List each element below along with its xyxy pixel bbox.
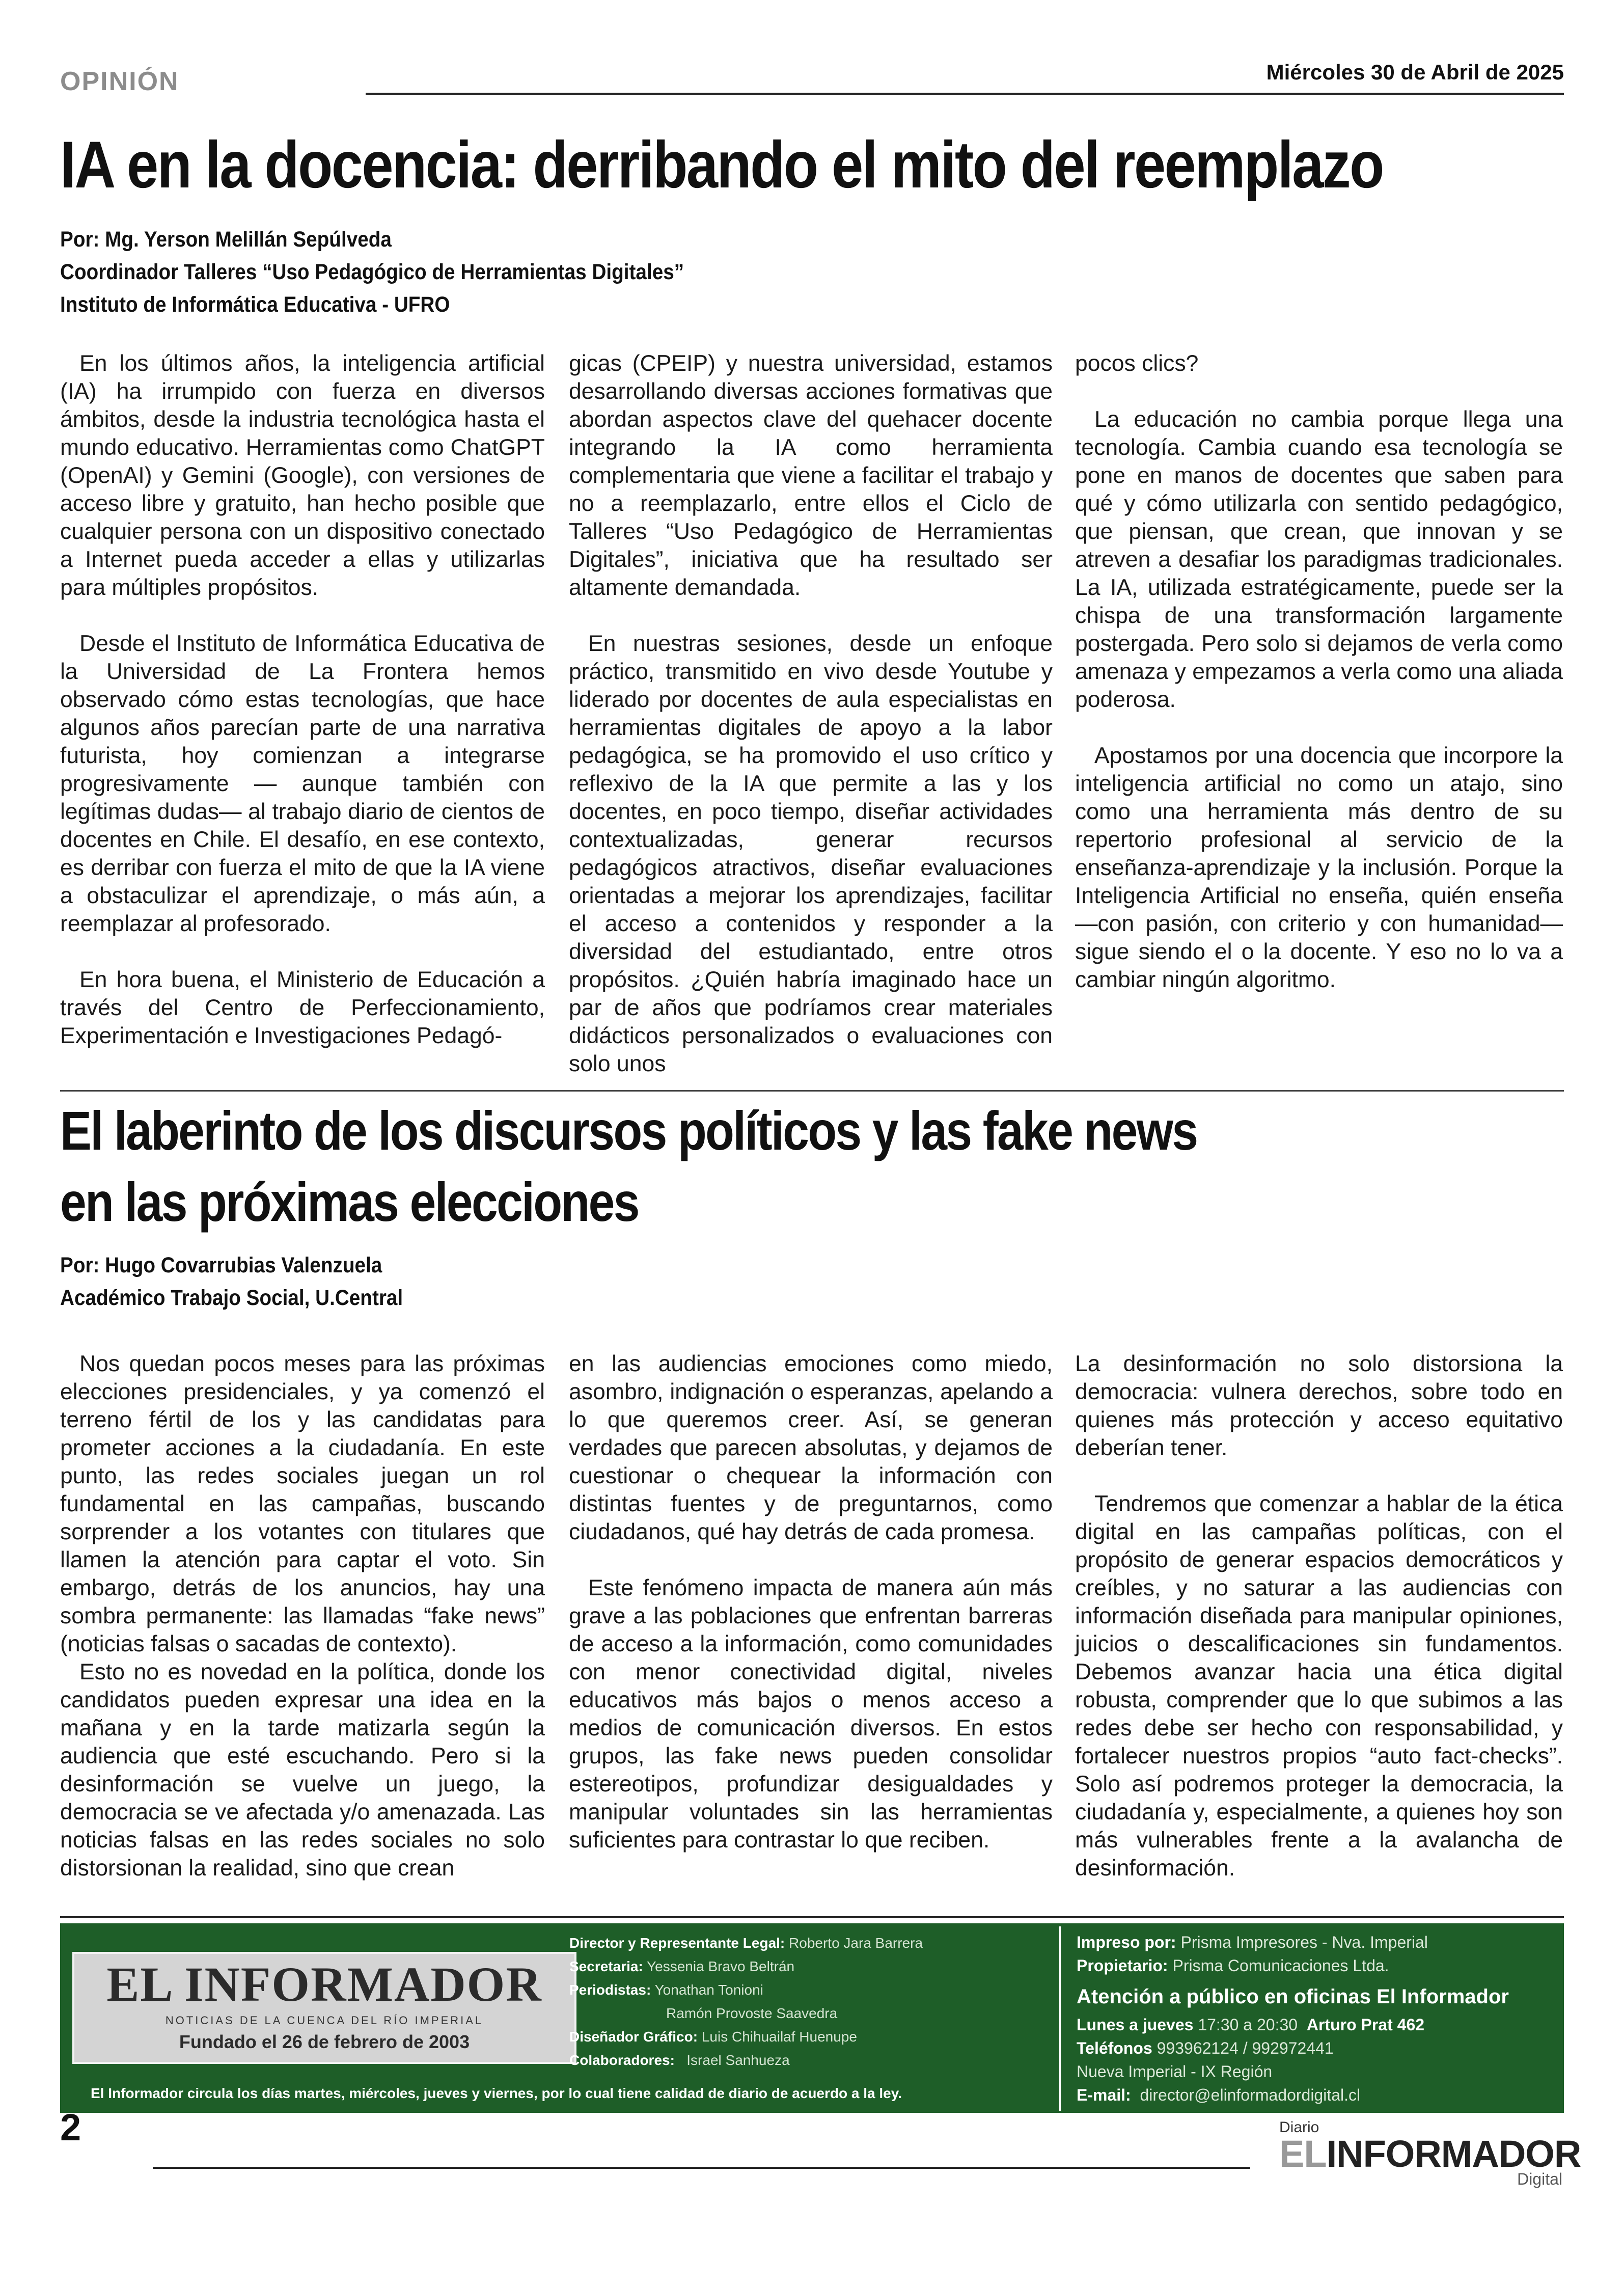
logo-founded-date: Fundado el 26 de febrero de 2003 — [179, 2031, 470, 2052]
phone-line: Teléfonos 993962124 / 992972441 — [1077, 2039, 1334, 2057]
print-info — [1077, 1930, 1555, 2107]
paragraph: En hora buena, el Ministerio de Educación a través del Centro de Perfeccionamiento, Experimentación e Investigaciones Pedagó- — [60, 967, 545, 1048]
article-2-author-role: Académico Trabajo Social, U.Central — [60, 1286, 403, 1310]
staff-credits — [569, 1931, 1089, 2072]
newspaper-logo — [72, 1952, 576, 2064]
brand-diario: Diario — [1279, 2119, 1319, 2136]
office-hours: Lunes a jueves 17:30 a 20:30 Arturo Prat 462 — [1077, 2016, 1425, 2034]
email-link[interactable]: director@elinformadordigital.cl — [1140, 2086, 1361, 2104]
brand-digital: Digital — [1517, 2170, 1562, 2188]
article-divider — [60, 1090, 1564, 1092]
staff-disenador: Diseñador Gráfico: Luis Chihuailaf Huenupe — [569, 2029, 857, 2045]
email-line: E-mail: director@elinformadordigital.cl — [1077, 2086, 1361, 2104]
footer-brand-logo — [1279, 2119, 1581, 2188]
city-line: Nueva Imperial - IX Región — [1077, 2062, 1273, 2081]
header-divider — [366, 93, 1564, 95]
article-2-headline: El laberinto de los discursos políticos y las fake news en las próximas elecciones — [60, 1100, 1197, 1233]
logo-name: EL INFORMADOR — [106, 1957, 542, 2011]
staff-colaboradores: Colaboradores: Israel Sanhueza — [569, 2052, 790, 2068]
paragraph: gicas (CPEIP) y nuestra universidad, estamos desarrollando diversas acciones formativas que abordan aspectos clave del quehacer docente integrando la IA como herramienta complementaria que viene a facilitar el trabajo y no a reemplazarlo, entre ellos el Ciclo de Talleres “Uso Pedagógico de Herramientas Digitales”, iniciativa que ha resultado ser altamente demandada. — [569, 351, 1053, 600]
article-1-column-2 — [569, 349, 1053, 1078]
article-1-column-1 — [60, 349, 545, 1050]
paragraph: Este fenómeno impacta de manera aún más grave a las poblaciones que enfrentan barreras de acceso a la información, como comunidades con menor conectividad digital, niveles educativos más bajos o menos acceso a medios de comunicación diversos. En estos grupos, las fake news pueden consolidar estereotipos, profundizar desigualdades y manipular voluntades sin las herramientas suficientes para contrastar lo que reciben. — [569, 1575, 1053, 1853]
circulation-note: El Informador circula los días martes, miércoles, jueves y viernes, por lo cual tiene calidad de diario de acuerdo a la ley. — [91, 2085, 902, 2101]
paragraph: La desinformación no solo distorsiona la democracia: vulnera derechos, sobre todo en quienes más protección y acceso equitativo deberían tener. — [1075, 1351, 1563, 1460]
article-1-headline: IA en la docencia: derribando el mito del reemplazo — [60, 127, 1383, 202]
article-1-author: Por: Mg. Yerson Melillán Sepúlveda — [60, 227, 392, 252]
owner-line: Propietario: Prisma Comunicaciones Ltda. — [1077, 1956, 1389, 1975]
section-label: OPINIÓN — [60, 67, 179, 96]
paragraph: Tendremos que comenzar a hablar de la ética digital en las campañas políticas, con el propósito de generar espacios democráticos y creíbles, y no saturar a las audiencias con información diseñada para manipular opiniones, juicios o descalificaciones sin fundamentos. Debemos avanzar hacia una ética digital robusta, comprender que lo que subimos a las redes debe ser hecho con responsabilidad, y fortalecer nuestros propios “auto fact-checks”. Solo así podremos proteger la democracia, la ciudadanía y, especialmente, a quienes hoy son más vulnerables frente a la avalancha de desinformación. — [1075, 1491, 1563, 1881]
masthead-box — [60, 1923, 1564, 2113]
article-2-column-1 — [60, 1350, 545, 1882]
printer-line: Impreso por: Prisma Impresores - Nva. Imperial — [1077, 1933, 1428, 1951]
staff-secretaria: Secretaria: Yessenia Bravo Beltrán — [569, 1958, 795, 1974]
page-number: 2 — [60, 2106, 81, 2148]
article-2-author: Por: Hugo Covarrubias Valenzuela — [60, 1253, 382, 1277]
issue-date: Miércoles 30 de Abril de 2025 — [1266, 60, 1564, 84]
paragraph: En los últimos años, la inteligencia artificial (IA) ha irrumpido con fuerza en diversos ámbitos, desde la industria tecnológica hasta el mundo educativo. Herramientas como ChatGPT (OpenAI) y Gemini (Google), con versiones de acceso libre y gratuito, han hecho posible que cualquier persona con un dispositivo conectado a Internet pueda acceder a ellas y utilizarlas para múltiples propósitos. — [60, 351, 545, 600]
paragraph: En nuestras sesiones, desde un enfoque práctico, transmitido en vivo desde Youtube y liderado por docentes de aula especialistas en herramientas digitales de apoyo a la labor pedagógica, se ha promovido el uso crítico y reflexivo de la IA que permite a las y los docentes, en poco tiempo, diseñar actividades contextualizadas, generar recursos pedagógicos atractivos, diseñar evaluaciones orientadas a mejorar los aprendizajes, facilitar el acceso a contenidos y responder a la diversidad del estudiantado, entre otros propósitos. ¿Quién habría imaginado hace un par de años que podríamos crear materiales didácticos personalizados o evaluaciones con solo unos — [569, 631, 1053, 1076]
staff-periodistas: Periodistas: Yonathan Tonioni — [569, 1982, 763, 1998]
paragraph: Desde el Instituto de Informática Educativa de la Universidad de La Frontera hemos observado cómo estas tecnologías, que hace algunos años parecían parte de una narrativa futurista, hoy comienzan a integrarse progresivamente — aunque también con legítimas dudas— al trabajo diario de cientos de docentes en Chile. El desafío, en ese contexto, es derribar con fuerza el mito de que la IA viene a obstaculizar el aprendizaje, o más aún, a reemplazar al profesorado. — [60, 631, 545, 936]
paragraph: Apostamos por una docencia que incorpore la inteligencia artificial no como un atajo, sino como una herramienta más dentro de su repertorio profesional al servicio de la enseñanza-aprendizaje y la inclusión. Porque la Inteligencia Artificial no enseña, quién enseña —con pasión, con criterio y con humanidad— sigue siendo el o la docente. Y eso no lo va a cambiar ningún algoritmo. — [1075, 743, 1563, 992]
paragraph: La educación no cambia porque llega una tecnología. Cambia cuando esa tecnología se pone en manos de docentes que saben para qué y cómo utilizarla con sentido pedagógico, que piensan, que crean, que innovan y se atreven a desafiar los paradigmas tradicionales. La IA, utilizada estratégicamente, puede ser la chispa de una transformación largamente postergada. Pero solo si dejamos de verla como amenaza y empezamos a verla como una aliada poderosa. — [1075, 407, 1563, 712]
article-2-byline — [60, 1249, 403, 1314]
footer-divider — [153, 2167, 1250, 2169]
staff-director: Director y Representante Legal: Roberto Jara Barrera — [569, 1935, 923, 1951]
article-1-byline — [60, 223, 684, 321]
public-attention-heading: Atención a público en oficinas El Informador — [1077, 1985, 1509, 2008]
staff-periodista-2: Ramón Provoste Saavedra — [666, 2005, 838, 2021]
article-2-column-3 — [1075, 1350, 1563, 1882]
paragraph: Esto no es novedad en la política, donde los candidatos pueden expresar una idea en la mañana y en la tarde matizarla según la audiencia que esté escuchando. Pero si la desinformación se vuelve un juego, la democracia se ve afectada y/o amenazada. Las noticias falsas en las redes sociales no solo distorsionan la realidad, sino que crean — [60, 1659, 545, 1881]
masthead-divider — [60, 1916, 1564, 1918]
logo-tagline: NOTICIAS DE LA CUENCA DEL RÍO IMPERIAL — [165, 2014, 484, 2027]
masthead-column-divider — [1059, 1926, 1061, 2111]
article-2-column-2 — [569, 1350, 1053, 1854]
brand-name: ELINFORMADOR — [1279, 2133, 1581, 2175]
article-1-author-institution: Instituto de Informática Educativa - UFRO — [60, 292, 450, 317]
paragraph: en las audiencias emociones como miedo, asombro, indignación o esperanzas, apelando a lo que queremos creer. Así, se generan verdades que parecen absolutas, y dejamos de cuestionar o chequear la información con distintas fuentes y de preguntarnos, como ciudadanos, qué hay detrás de cada promesa. — [569, 1351, 1053, 1544]
article-1-column-3 — [1075, 349, 1563, 994]
paragraph: pocos clics? — [1075, 351, 1199, 376]
article-1-author-role: Coordinador Talleres “Uso Pedagógico de Herramientas Digitales” — [60, 260, 684, 284]
paragraph: Nos quedan pocos meses para las próximas elecciones presidenciales, y ya comenzó el terreno fértil de los y las candidatas para prometer acciones a la ciudadanía. En este punto, las redes sociales juegan un rol fundamental en las campañas, buscando sorprender a los votantes con titulares que llamen la atención para captar el voto. Sin embargo, detrás de los anuncios, hay una sombra permanente: las llamadas “fake news” (noticias falsas o sacadas de contexto). — [60, 1351, 545, 1656]
